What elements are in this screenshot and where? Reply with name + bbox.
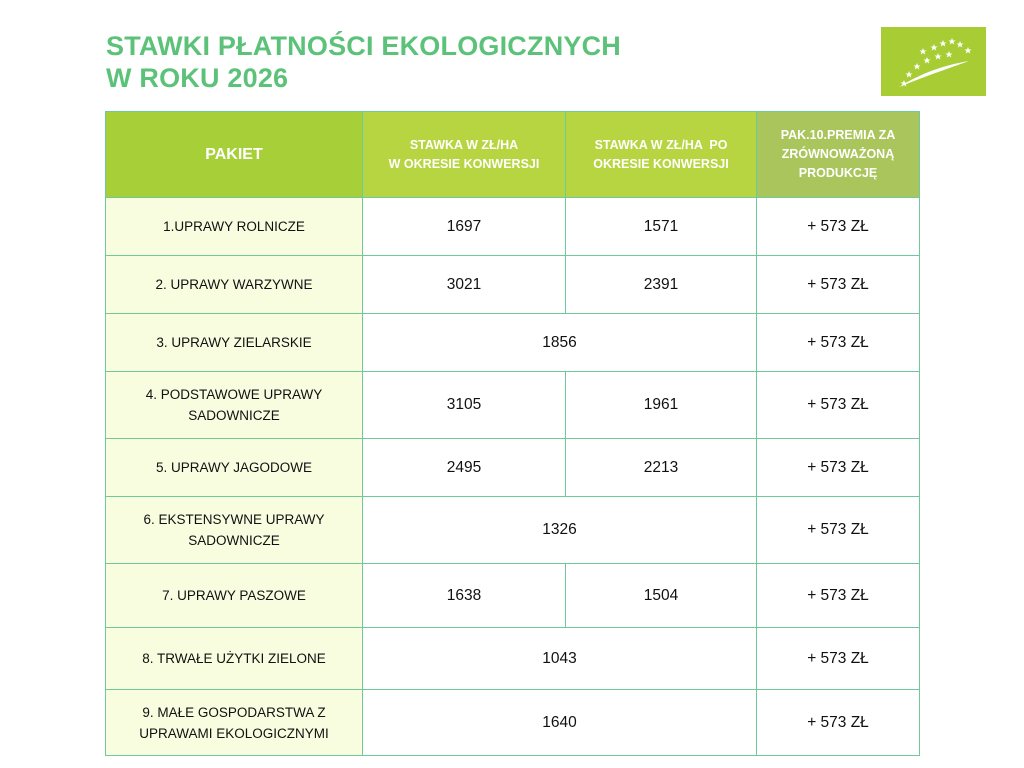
package-name: 3. UPRAWY ZIELARSKIE <box>156 335 312 350</box>
package-name: 8. TRWAŁE UŻYTKI ZIELONE <box>142 651 326 666</box>
rate-merged-cell: 1640 <box>363 690 757 756</box>
package-cell <box>106 497 363 564</box>
header-rate-conversion <box>363 112 566 198</box>
table-row <box>106 628 920 690</box>
table-row <box>106 372 920 439</box>
premia-cell: + 573 ZŁ <box>757 564 920 628</box>
rates-table <box>105 111 920 756</box>
table-row <box>106 314 920 372</box>
table-row <box>106 198 920 256</box>
premia-cell: + 573 ZŁ <box>757 628 920 690</box>
rate-merged-cell: 1856 <box>363 314 757 372</box>
package-name: 1.UPRAWY ROLNICZE <box>163 219 305 234</box>
table-row <box>106 564 920 628</box>
page-title <box>106 30 621 94</box>
package-name: 2. UPRAWY WARZYWNE <box>155 277 313 292</box>
rate-after-cell: 1961 <box>566 372 757 439</box>
header-conversion-line2: W OKRESIE KONWERSJI <box>388 156 540 171</box>
header-premia-line3: PRODUKCJĘ <box>798 166 878 180</box>
table-row <box>106 497 920 564</box>
header-premia <box>757 112 920 198</box>
package-name-line2: SADOWNICZE <box>188 533 280 548</box>
table-row <box>106 256 920 314</box>
rate-merged-cell: 1326 <box>363 497 757 564</box>
rate-after-cell: 2213 <box>566 439 757 497</box>
package-name-line2: SADOWNICZE <box>188 408 280 423</box>
package-cell <box>106 198 363 256</box>
package-name: 9. MAŁE GOSPODARSTWA Z <box>142 704 326 720</box>
eu-organic-leaf-icon <box>881 27 986 96</box>
rate-conversion-cell: 1697 <box>363 198 566 256</box>
table-header-row <box>106 112 920 198</box>
package-cell <box>106 372 363 439</box>
premia-cell: + 573 ZŁ <box>757 198 920 256</box>
package-name: 5. UPRAWY JAGODOWE <box>155 460 313 475</box>
premia-cell: + 573 ZŁ <box>757 497 920 564</box>
header-conversion-line1: STAWKA W ZŁ/HA <box>409 137 519 152</box>
package-cell <box>106 690 363 756</box>
premia-cell: + 573 ZŁ <box>757 314 920 372</box>
package-cell <box>106 439 363 497</box>
rate-conversion-cell: 1638 <box>363 564 566 628</box>
table-row <box>106 439 920 497</box>
package-cell <box>106 314 363 372</box>
premia-cell: + 573 ZŁ <box>757 439 920 497</box>
title-line-2: W ROKU 2026 <box>106 63 289 93</box>
header-premia-line1: PAK.10.PREMIA ZA <box>780 128 896 142</box>
rate-merged-cell: 1043 <box>363 628 757 690</box>
package-name: 7. UPRAWY PASZOWE <box>162 588 306 603</box>
title-line-1: STAWKI PŁATNOŚCI EKOLOGICZNYCH <box>106 31 621 61</box>
rate-after-cell: 1571 <box>566 198 757 256</box>
package-name-line2: UPRAWAMI EKOLOGICZNYMI <box>139 725 329 741</box>
table-row <box>106 690 920 756</box>
package-cell <box>106 256 363 314</box>
header-pakiet-label: PAKIET <box>205 145 263 163</box>
rate-after-cell: 2391 <box>566 256 757 314</box>
rate-after-cell: 1504 <box>566 564 757 628</box>
header-premia-line2: ZRÓWNOWAŻONĄ <box>781 147 895 161</box>
package-cell <box>106 564 363 628</box>
rate-conversion-cell: 3105 <box>363 372 566 439</box>
premia-cell: + 573 ZŁ <box>757 256 920 314</box>
header-rate-after-conversion <box>566 112 757 198</box>
premia-cell: + 573 ZŁ <box>757 690 920 756</box>
rate-conversion-cell: 2495 <box>363 439 566 497</box>
header-after-line1: STAWKA W ZŁ/HA PO <box>594 137 728 152</box>
header-pakiet <box>106 112 363 198</box>
eu-organic-logo <box>881 27 986 96</box>
rate-conversion-cell: 3021 <box>363 256 566 314</box>
header-after-line2: OKRESIE KONWERSJI <box>593 156 729 171</box>
premia-cell: + 573 ZŁ <box>757 372 920 439</box>
package-name: 4. PODSTAWOWE UPRAWY <box>145 387 323 402</box>
package-cell <box>106 628 363 690</box>
package-name: 6. EKSTENSYWNE UPRAWY <box>143 512 325 527</box>
